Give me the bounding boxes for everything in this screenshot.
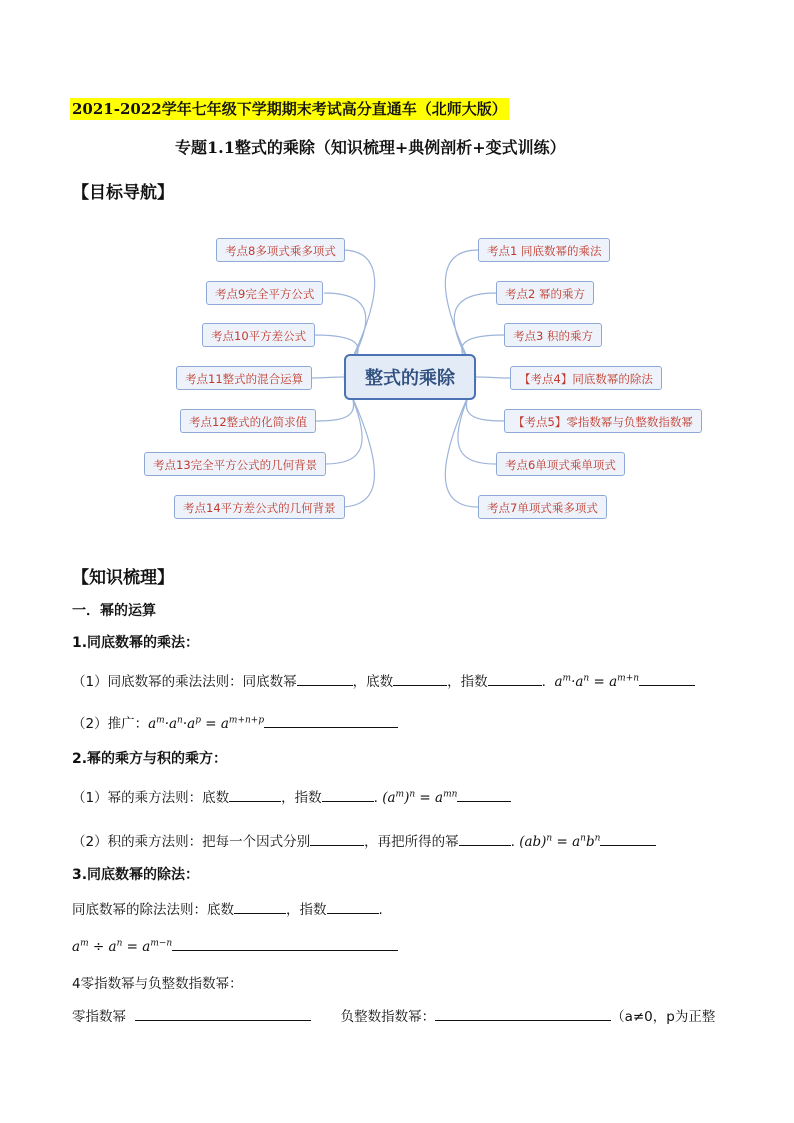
s2-line2 <box>72 830 656 850</box>
node-kaodian-1: 考点1 同底数幂的乘法 <box>478 238 610 262</box>
s2-line1 <box>72 786 511 806</box>
node-kaodian-10: 考点10平方差公式 <box>202 323 315 347</box>
s2-l2-text-b: ，再把所得的幂 <box>364 834 459 850</box>
blank <box>457 787 511 802</box>
blank <box>229 787 281 802</box>
node-kaodian-13: 考点13完全平方公式的几何背景 <box>144 452 326 476</box>
formula-quotient: $a^m \div a^n = a^{m-n}$ <box>72 938 173 955</box>
s2-l1-text-b: ，指数 <box>281 790 322 806</box>
blank <box>459 831 511 846</box>
topic-title: 专题1.1整式的乘除（知识梳理+典例剖析+变式训练） <box>175 138 566 157</box>
section-goal-nav: 【目标导航】 <box>72 183 174 203</box>
blank <box>322 787 374 802</box>
series-title: 2021-2022学年七年级下学期期末考试高分直通车（北师大版） <box>72 100 507 118</box>
s1-l1-text-c: ，指数 <box>447 674 488 690</box>
s4-l1-text-a: 零指数幂 <box>72 1009 126 1025</box>
blank <box>488 671 542 686</box>
formula-power: $(a^m)^n = a^{mn}$ <box>382 789 458 806</box>
s2-l1-text-a: （1）幂的乘方法则：底数 <box>72 790 230 806</box>
section-knowledge: 【知识梳理】 <box>72 568 174 588</box>
formula-generalized: $a^m\cdot a^n\cdot a^p = a^{m+n+p}$ <box>148 715 265 732</box>
formula-product-power: $(ab)^n = a^nb^n$ <box>519 833 601 850</box>
s3-l1-text-b: ，指数 <box>286 902 327 918</box>
blank <box>639 671 695 686</box>
s4-title: 4零指数幂与负整数指数幂： <box>72 976 243 992</box>
part-title: 一．幂的运算 <box>72 603 156 619</box>
s1-title: 1.同底数幂的乘法： <box>72 635 200 651</box>
mindmap-center: 整式的乘除 <box>344 354 476 400</box>
s1-l1-text-d: . <box>541 674 546 690</box>
s3-title: 3.同底数幂的除法： <box>72 867 200 883</box>
node-kaodian-7: 考点7单项式乘多项式 <box>478 495 607 519</box>
s1-line2 <box>72 712 398 732</box>
blank <box>393 671 447 686</box>
node-kaodian-9: 考点9完全平方公式 <box>206 281 323 305</box>
s2-l2-text-a: （2）积的乘方法则：把每一个因式分别 <box>72 834 311 850</box>
node-kaodian-11: 考点11整式的混合运算 <box>176 366 312 390</box>
blank <box>600 831 656 846</box>
node-kaodian-3: 考点3 积的乘方 <box>504 323 602 347</box>
s4-l1-text-b: 负整数指数幂： <box>340 1009 436 1025</box>
node-kaodian-12: 考点12整式的化简求值 <box>180 409 316 433</box>
s1-l2-text: （2）推广： <box>72 716 149 732</box>
s3-line2 <box>72 936 398 955</box>
formula-product: $a^m\cdot a^n = a^{m+n}$ <box>550 673 640 690</box>
node-kaodian-8: 考点8多项式乘多项式 <box>216 238 345 262</box>
s1-l1-text-a: （1）同底数幂的乘法法则：同底数幂 <box>72 674 297 690</box>
s1-l1-text-b: ，底数 <box>352 674 394 690</box>
blank <box>435 1006 611 1021</box>
blank <box>172 936 398 951</box>
blank <box>135 1006 311 1021</box>
s2-title: 2.幂的乘方与积的乘方： <box>72 751 228 767</box>
node-kaodian-14: 考点14平方差公式的几何背景 <box>174 495 345 519</box>
blank <box>234 899 286 914</box>
s1-line1 <box>72 670 695 690</box>
s3-l1-text-c: . <box>378 902 383 918</box>
node-kaodian-6: 考点6单项式乘单项式 <box>496 452 625 476</box>
s2-l2-text-c: . <box>510 834 515 850</box>
blank <box>327 899 379 914</box>
s2-l1-text-c: . <box>373 790 378 806</box>
s3-line1 <box>72 898 383 918</box>
blank <box>310 831 364 846</box>
s4-l1-text-c: （a≠0，p为正整 <box>611 1009 716 1025</box>
node-kaodian-5: 【考点5】零指数幂与负整数指数幂 <box>504 409 702 433</box>
blank <box>297 671 353 686</box>
s3-l1-text-a: 同底数幂的除法法则：底数 <box>72 902 234 918</box>
blank <box>264 713 398 728</box>
node-kaodian-4: 【考点4】同底数幂的除法 <box>510 366 662 390</box>
node-kaodian-2: 考点2 幂的乘方 <box>496 281 594 305</box>
s4-line1 <box>72 1005 715 1025</box>
